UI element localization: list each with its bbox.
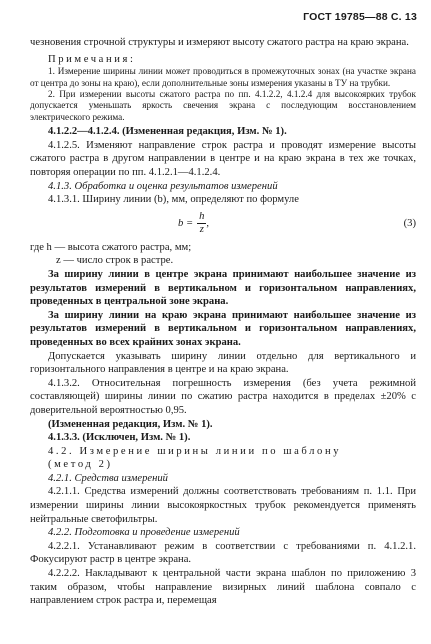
note-2: 2. При измерении высоты сжатого растра по пп. 4.1.2.2, 4.1.2.4 для высокоярких трубок допускается уменьшать яркость свечения экрана с последующим восстановлением электрического режима. bbox=[30, 89, 416, 122]
paragraph: За ширину линии в центре экрана принимают наибольшее значение из результатов измерений в вертикальном и горизонтальном направлениях, проведенных в центральной зоне экрана. bbox=[30, 268, 416, 308]
paragraph: 4.2.2.2. Накладывают к центральной части экрана шаблон по приложению 3 таким образом, чтобы направление визирных линий шаблона совпало с направлением строк растра и, перемещая bbox=[30, 568, 416, 607]
formula-3 bbox=[30, 209, 416, 239]
legend-line: z — число строк в растре. bbox=[56, 255, 174, 267]
formula-lhs: b = bbox=[178, 217, 194, 229]
formula-legend bbox=[30, 241, 416, 268]
paragraph: 4.2.1.1. Средства измерений должны соответствовать требованиям п. 1.1. При измерении ширины линии высокояркостных трубок рекомендуется применять нейтральные светофильтры. bbox=[30, 486, 416, 525]
paragraph: чезновения строчной структуры и измеряют высоту сжатого растра на краю экрана. bbox=[30, 37, 409, 48]
formula-tail: , bbox=[206, 217, 210, 229]
paragraph: 4.1.3.1. Ширину линии (b), мм, определяют по формуле bbox=[48, 194, 299, 206]
subsection-heading: 4.2.2. Подготовка и проведение измерений bbox=[48, 527, 240, 539]
formula-number: (3) bbox=[403, 217, 416, 229]
paragraph: Допускается указывать ширину линии отдельно для вертикального и горизонтального направления в центре и на краю экрана. bbox=[30, 350, 416, 376]
note-1: 1. Измерение ширины линии может проводиться в промежуточных зонах (на участке экрана от центра до зоны на краю), если дополнительные зоны измерения указаны в ТУ на трубки. bbox=[30, 66, 416, 88]
section-heading: 4.2. Измерение ширины линии по шаблону bbox=[48, 445, 342, 457]
subsection-heading: 4.2.1. Средства измерений bbox=[48, 472, 168, 484]
section-heading: 4.1.3. Обработка и оценка результатов измерений bbox=[48, 180, 278, 192]
formula-denominator: z bbox=[199, 224, 204, 236]
formula-numerator: h bbox=[199, 211, 205, 223]
amendment-note: 4.1.3.3. (Исключен, Изм. № 1). bbox=[48, 432, 191, 444]
paragraph: 4.2.2.1. Устанавливают режим в соответствии с требованиями п. 4.1.2.1. Фокусируют растр в центре экрана. bbox=[30, 540, 416, 566]
paragraph: За ширину линии на краю экрана принимают наибольшее значение из результатов измерений в вертикальном и горизонтальном направлениях, проведенных во всех крайних зонах экрана. bbox=[30, 309, 416, 348]
amendment-note: 4.1.2.2—4.1.2.4. (Измененная редакция, Изм. № 1). bbox=[48, 126, 287, 138]
body-text bbox=[30, 36, 416, 608]
formula-fraction bbox=[197, 211, 206, 236]
notes-title: Примечания: bbox=[48, 53, 136, 65]
amendment-note: (Измененная редакция, Изм. № 1). bbox=[48, 418, 213, 430]
paragraph: 4.1.2.5. Изменяют направление строк растра и проводят измерение высоты сжатого растра в другом направлении в центре и на краю экрана в тех же точках, повторяя операции по пп. 4.1.2.1—4.1.2.4. bbox=[30, 139, 416, 178]
section-heading: (метод 2) bbox=[48, 459, 113, 471]
paragraph: 4.1.3.2. Относительная погрешность измерения (без учета режимной составляющей) ширины линии по сжатию растра находится в пределах ±20% с доверительной вероятностью 0,95. bbox=[30, 377, 416, 416]
page-header: ГОСТ 19785—88 С. 13 bbox=[303, 11, 417, 23]
legend-line: где h — высота сжатого растра, мм; bbox=[30, 241, 192, 253]
